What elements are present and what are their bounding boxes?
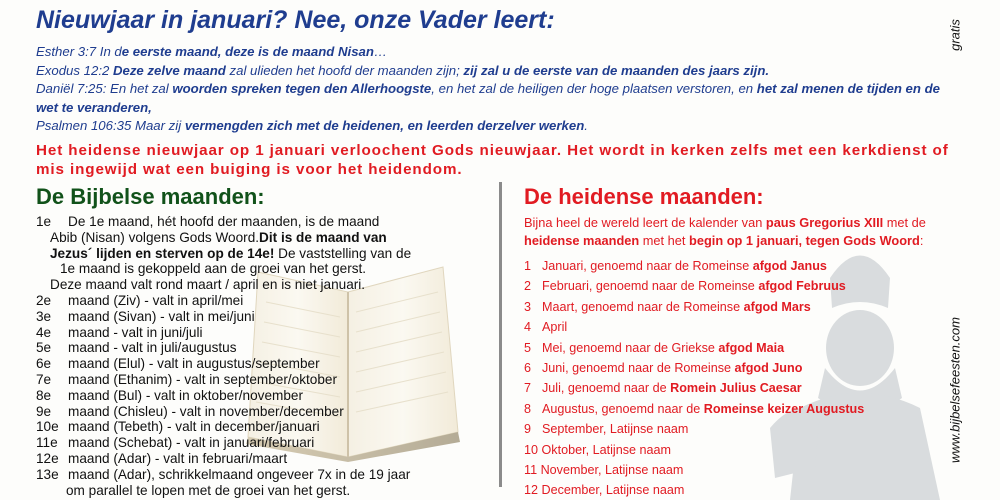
list-item: 6e maand (Elul) - valt in augustus/september [36,356,320,372]
list-item: 10 Oktober, Latijnse naam [524,442,672,457]
bijbelse-maanden-heading: De Bijbelse maanden: [36,184,265,209]
website-url: www.bijbelsefeesten.com [947,317,963,463]
list-item: 1 Januari, genoemd naar de Romeinse afgod Janus [524,259,827,273]
list-item: Jezus´ lijden en sterven op de 14e! De vaststelling van de [50,245,412,261]
list-item: 5 Mei, genoemd naar de Griekse afgod Maia [524,340,785,355]
quote-psalmen: Psalmen 106:35 Maar zij vermengden zich met de heidenen, en leerden derzelver werken. [36,118,588,134]
quote-exodus: Exodus 12:2 Deze zelve maand zal ulieden het hoofd der maanden zijn; zij zal u de eerste van de maanden des jaars zijn. [36,62,770,78]
list-item: 2e maand (Ziv) - valt in april/mei [36,292,244,308]
list-item: 7 Juli, genoemd naar de Romein Julius Caesar [524,381,802,396]
list-item: 8e maand (Bul) - valt in oktober/november [36,387,303,403]
list-item: 7e maand (Ethanim) - valt in september/oktober [36,371,337,387]
column-divider [499,182,502,487]
list-item: 12e maand (Adar) - valt in februari/maart [36,450,288,466]
list-item: 1e De 1e maand, hét hoofd der maanden, is de maand [36,214,380,229]
list-item: om parallel te lopen met de groei van het gerst. [66,482,351,498]
list-item: Deze maand valt rond maart / april en is niet januari. [50,277,366,293]
list-item: 2 Februari, genoemd naar de Romeinse afgod Februus [524,279,846,294]
list-item: Abib (Nisan) volgens Gods Woord. Dit is de maand van [50,229,387,245]
list-item: 6 Juni, genoemd naar de Romeinse afgod Juno [524,360,803,375]
list-item: 5e maand - valt in juli/augustus [36,340,237,356]
list-item: 1e maand is gekoppeld aan de groei van het gerst. [60,261,367,277]
page-title: Nieuwjaar in januari? Nee, onze Vader leert: [36,6,555,34]
quote-daniel: Daniël 7:25: En het zal woorden spreken tegen den Allerhoogste, en het zal de heiligen der hoge plaatsen verstoren, en het zal menen de tijden en de wet te veranderen, [36,81,940,115]
heidense-maanden-list [524,256,944,500]
bijbelse-maanden-list [36,214,461,498]
list-item: 13e maand (Adar), schrikkelmaand ongeveer 7x in de 19 jaar [36,466,411,482]
list-item: 3 Maart, genoemd naar de Romeinse afgod Mars [524,299,811,314]
list-item: 4 April [524,320,568,335]
list-item: 8 Augustus, genoemd naar de Romeinse keizer Augustus [524,401,865,416]
heidense-maanden-heading: De heidense maanden: [524,184,764,209]
list-item: 12 December, Latijnse naam [524,483,685,498]
list-item: 9e maand (Chisleu) - valt in november/december [36,403,344,419]
gratis-label: gratis [947,19,963,51]
list-item: 9 September, Latijnse naam [524,422,689,437]
bible-quotes [36,43,944,136]
list-item: 10e maand (Tebeth) - valt in december/januari [36,419,320,435]
list-item: 11e maand (Schebat) - valt in januari/februari [36,435,315,451]
list-item: 3e maand (Sivan) - valt in mei/juni [36,308,255,324]
warning-text: Het heidense nieuwjaar op 1 januari verloochent Gods nieuwjaar. Het wordt in kerken zelfs met een kerkdienst of mis ingewijd wat een buiging is voor het heidendom. [36,142,949,178]
heidense-intro: Bijna heel de wereld leert de kalender van paus Gregorius XIII met de heidense maanden met het begin op 1 januari, tegen Gods Woord: [524,215,926,248]
quote-esther: Esther 3:7 In de eerste maand, deze is de maand Nisan… [36,44,388,59]
list-item: 11 November, Latijnse naam [524,462,684,477]
list-item: 4e maand - valt in juni/juli [36,324,203,340]
